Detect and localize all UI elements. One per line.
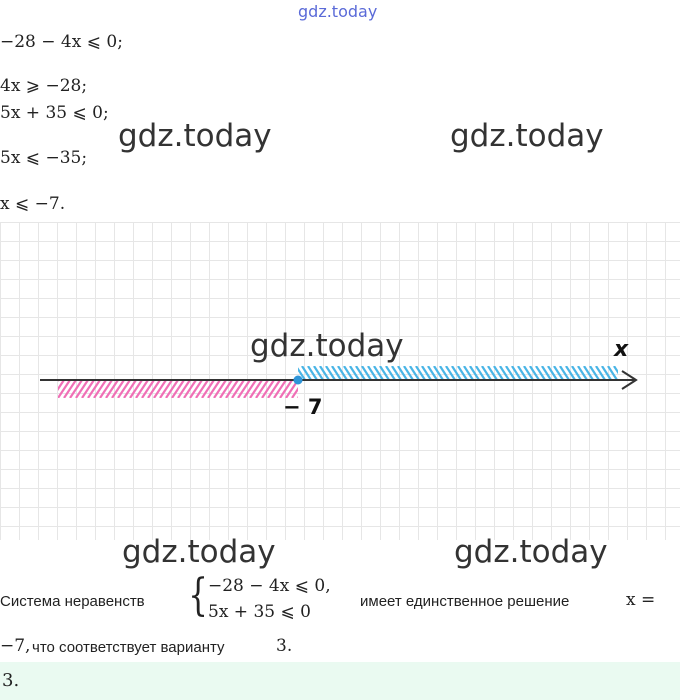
hatch-stroke <box>88 380 100 398</box>
hatch-stroke <box>58 380 70 398</box>
hatch-stroke <box>64 380 76 398</box>
hatch-stroke <box>244 380 256 398</box>
step-4: 5x ⩽ −35; <box>0 148 88 168</box>
hatch-stroke <box>76 380 88 398</box>
hatch-stroke <box>184 380 196 398</box>
hatch-stroke <box>232 380 244 398</box>
hatch-stroke <box>262 380 274 398</box>
watermark: gdz.today <box>122 534 276 570</box>
left-hatch <box>40 380 316 398</box>
hatch-stroke <box>130 380 142 398</box>
point-marker <box>294 376 303 385</box>
hatch-stroke <box>124 380 136 398</box>
hatch-stroke <box>106 380 118 398</box>
hatch-stroke <box>268 380 280 398</box>
hatch-stroke <box>94 380 106 398</box>
hatch-stroke <box>154 380 166 398</box>
watermark: gdz.today <box>450 118 604 154</box>
conclusion-prefix: Система неравенств <box>0 593 145 610</box>
hatch-stroke <box>142 380 154 398</box>
conclusion-solution: x = <box>626 590 656 610</box>
hatch-stroke <box>136 380 148 398</box>
watermark-top: gdz.today <box>298 2 378 21</box>
conclusion-suffix: имеет единственное решение <box>360 593 570 610</box>
hatch-stroke <box>166 380 178 398</box>
hatch-stroke <box>190 380 202 398</box>
watermark: gdz.today <box>118 118 272 154</box>
hatch-stroke <box>52 380 64 398</box>
hatch-stroke <box>220 380 232 398</box>
answer: 3. <box>2 670 20 691</box>
hatch-stroke <box>70 380 82 398</box>
watermark: gdz.today <box>454 534 608 570</box>
right-hatch <box>290 366 635 380</box>
hatch-stroke <box>160 380 172 398</box>
hatch-stroke <box>82 380 94 398</box>
hatch-stroke <box>214 380 226 398</box>
number-line <box>0 222 680 540</box>
conclusion-line2: что соответствует варианту <box>32 639 225 656</box>
hatch-stroke <box>256 380 268 398</box>
hatch-stroke <box>208 380 220 398</box>
system-line-1: −28 − 4x ⩽ 0, <box>208 576 331 596</box>
step-1: −28 − 4x ⩽ 0; <box>0 32 123 52</box>
hatch-stroke <box>250 380 262 398</box>
step-2: 4x ⩾ −28; <box>0 76 88 96</box>
hatch-stroke <box>148 380 160 398</box>
system-line-2: 5x + 35 ⩽ 0 <box>208 602 311 622</box>
conclusion-variant: 3. <box>276 636 293 656</box>
hatch-stroke <box>178 380 190 398</box>
axis-label: x <box>614 337 629 362</box>
point-label: − 7 <box>283 395 323 419</box>
hatch-stroke <box>226 380 238 398</box>
watermark: gdz.today <box>250 328 404 364</box>
hatch-stroke <box>118 380 130 398</box>
hatch-stroke <box>40 380 52 398</box>
step-5: x ⩽ −7. <box>0 194 66 214</box>
hatch-stroke <box>196 380 208 398</box>
hatch-stroke <box>46 380 58 398</box>
step-3: 5x + 35 ⩽ 0; <box>0 103 109 123</box>
hatch-stroke <box>100 380 112 398</box>
hatch-stroke <box>238 380 250 398</box>
inequality-system <box>184 570 344 626</box>
brace: { <box>188 570 208 621</box>
hatch-stroke <box>202 380 214 398</box>
hatch-stroke <box>112 380 124 398</box>
conclusion-value: −7, <box>0 636 31 656</box>
answer-bar <box>0 662 680 700</box>
hatch-stroke <box>172 380 184 398</box>
